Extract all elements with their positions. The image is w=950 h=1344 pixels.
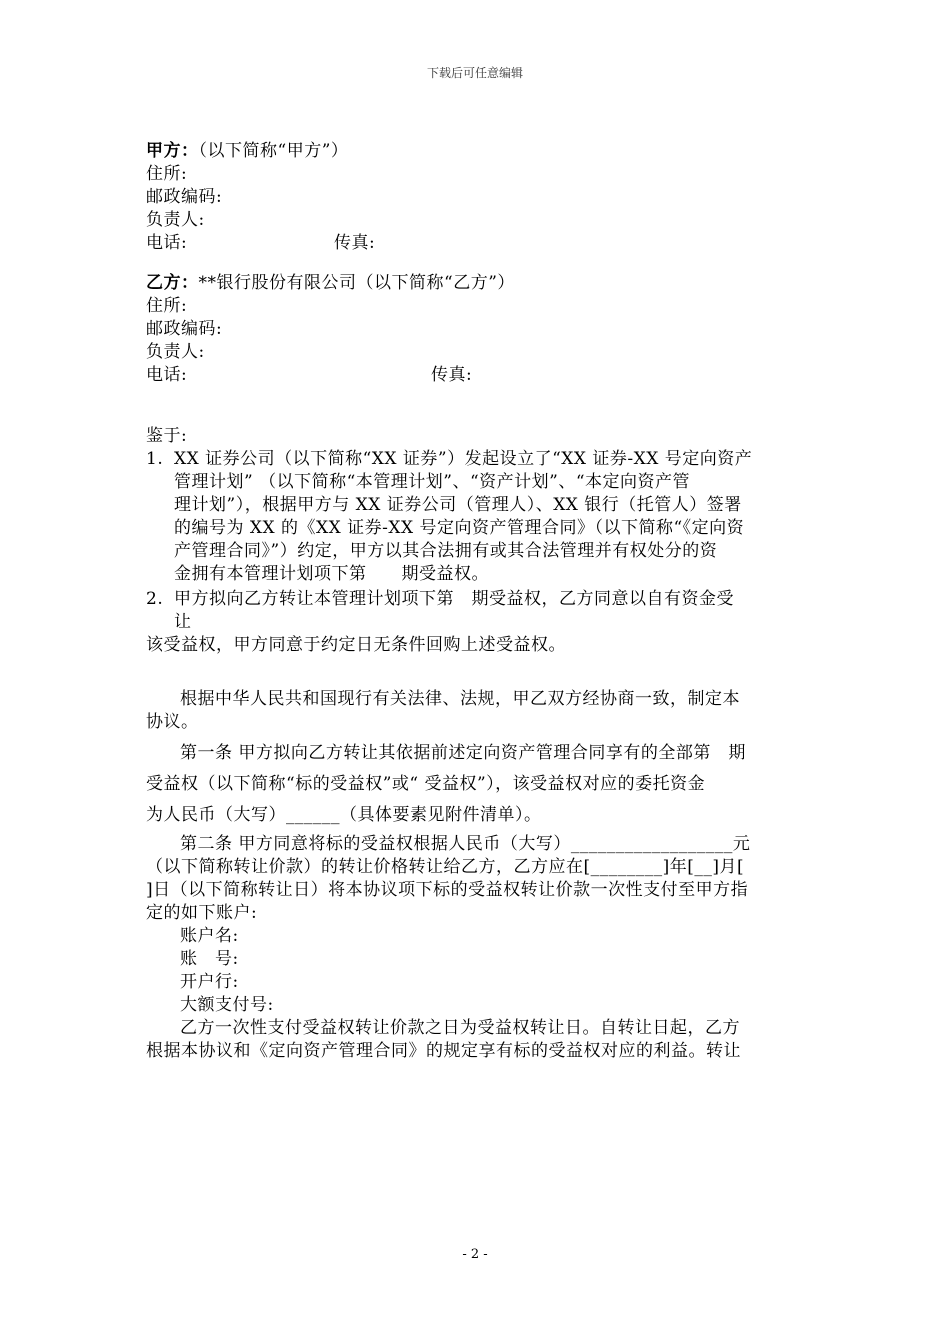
paragraph-line: 为人民币（大写）______（具体要素见附件清单）。 [146,805,542,825]
paragraph-line: 受益权（以下简称“标的受益权”或“ 受益权”），该受益权对应的委托资金 [146,774,706,794]
paragraph-line: 根据中华人民共和国现行有关法律、法规，甲乙双方经协商一致，制定本 [180,689,740,709]
article-2 [146,833,806,925]
party-a-fax: 传真: [334,233,376,253]
paragraph-line: 甲方拟向乙方转让本管理计划项下第 期受益权，乙方同意以自有资金受 [174,589,734,609]
party-a-address: 住所: [146,164,188,184]
party-a-postal: 邮政编码: [146,187,223,207]
paragraph-line: 乙方一次性支付受益权转让价款之日为受益权转让日。自转让日起，乙方 [180,1018,740,1038]
account-name: 账户名: [180,926,239,946]
party-b-label: 乙方： [146,273,199,293]
account-payment-no: 大额支付号: [180,995,274,1015]
party-a-phone: 电话: [146,233,188,253]
closing-paragraph [146,1017,806,1063]
paragraph-line: 协议。 [146,712,199,732]
party-a-label: 甲方： [146,141,199,161]
page-number: - 2 - [462,1247,488,1262]
paragraph-line: 第二条 甲方同意将标的受益权根据人民币（大写）__________________元 [180,834,751,854]
party-b-name: **银行股份有限公司（以下简称“乙方”） [198,273,515,293]
paragraph-line: 金拥有本管理计划项下第 期受益权。 [174,564,489,584]
account-details [146,925,806,1017]
paragraph-line: 定的如下账户: [146,903,258,923]
party-a-contact [146,232,806,255]
party-b-contact [146,364,806,387]
list-number: 2. [146,589,164,609]
article-1 [146,738,806,831]
paragraph-line: 理计划”），根据甲方与 XX 证券公司（管理人）、XX 银行（托管人）签署 [174,495,742,515]
party-b-address: 住所: [146,296,188,316]
whereas-item-2 [146,588,806,634]
list-number: 1. [146,449,164,469]
paragraph-line: ]日（以下简称转让日）将本协议项下标的受益权转让价款一次性支付至甲方指 [146,880,749,900]
paragraph-line: XX 证券公司（以下简称“XX 证券”）发起设立了“XX 证券-XX 号定向资产 [174,449,753,469]
whereas-title: 鉴于: [146,426,188,446]
document-body [146,140,806,1063]
party-a-person: 负责人: [146,210,205,230]
paragraph-line: 的编号为 XX 的《XX 证券-XX 号定向资产管理合同》（以下简称“《定向资 [174,518,745,538]
party-b-fax: 传真: [431,365,473,385]
paragraph-line: 根据本协议和《定向资产管理合同》的规定享有标的受益权对应的利益。转让 [146,1041,741,1061]
party-b-line [146,272,806,295]
paragraph-line: 第一条 甲方拟向乙方转让其依据前述定向资产管理合同享有的全部第 期 [180,743,746,763]
party-a-line [146,140,806,163]
header-note: 下载后可任意编辑 [426,66,523,80]
whereas-item-1 [146,448,806,586]
party-a-name: （以下简称“甲方”） [198,141,349,161]
party-b-postal: 邮政编码: [146,319,223,339]
party-b-person: 负责人: [146,342,205,362]
paragraph-line: 管理计划” （以下简称“本管理计划”、“资产计划”、“本定向资产管 [174,472,691,492]
paragraph-line: 让 [174,612,192,632]
paragraph-line: 该受益权，甲方同意于约定日无条件回购上述受益权。 [146,635,566,655]
account-bank: 开户行: [180,972,239,992]
account-number: 账 号: [180,949,239,969]
paragraph-line: 产管理合同》”）约定，甲方以其合法拥有或其合法管理并有权处分的资 [174,541,718,561]
paragraph-line: （以下简称转让价款）的转让价格转让给乙方，乙方应在[________]年[__]月[ [146,857,745,877]
party-b-phone: 电话: [146,365,188,385]
